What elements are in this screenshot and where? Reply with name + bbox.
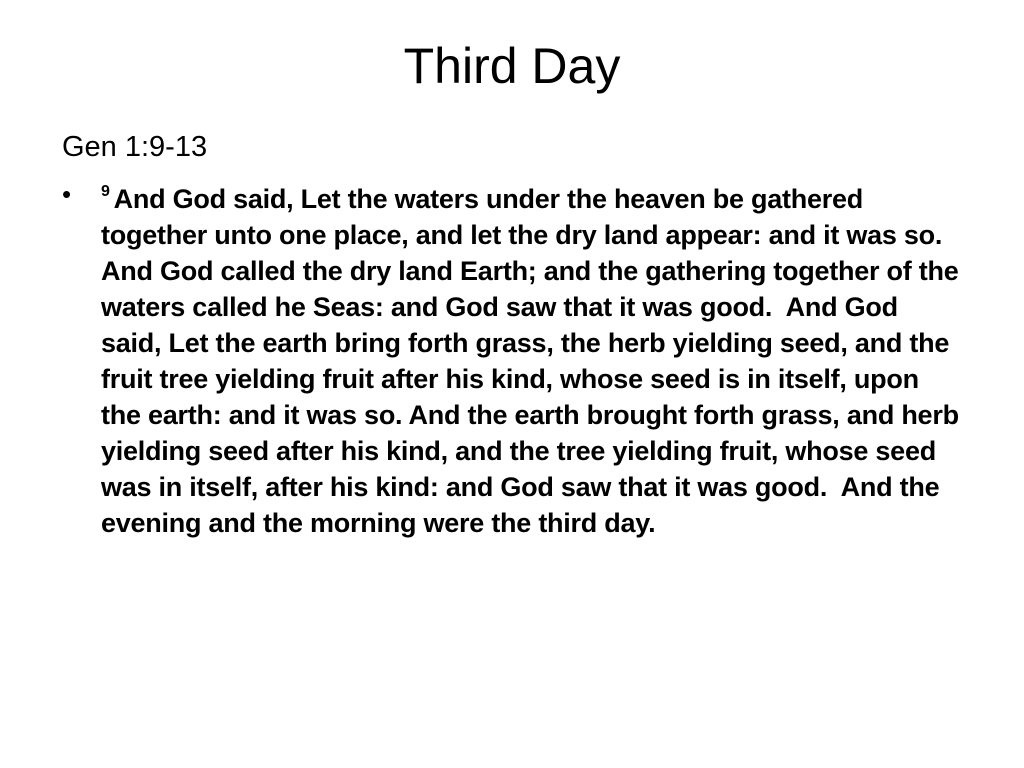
scripture-reference: Gen 1:9-13 <box>62 131 208 163</box>
verse-text: And God said, Let the waters under the heaven be gathered together unto one place, and let the dry land appear: and it was so. And God called the dry land Earth; and the gathering together of the waters called he Seas: and God saw that it was good. And God said, Let the earth bring forth grass, the herb yielding seed, and the fruit tree yielding fruit after his kind, whose seed is in itself, upon the earth: and it was so. And the earth brought forth grass, and herb yielding seed after his kind, and the tree yielding fruit, whose seed was in itself, after his kind: and God saw that it was good. And the evening and the morning were the third day. <box>101 184 967 538</box>
slide-title: Third Day <box>403 38 621 94</box>
verse-text-block <box>101 174 967 541</box>
bullet-icon: • <box>62 179 72 209</box>
verse-number: 9 <box>101 183 110 200</box>
